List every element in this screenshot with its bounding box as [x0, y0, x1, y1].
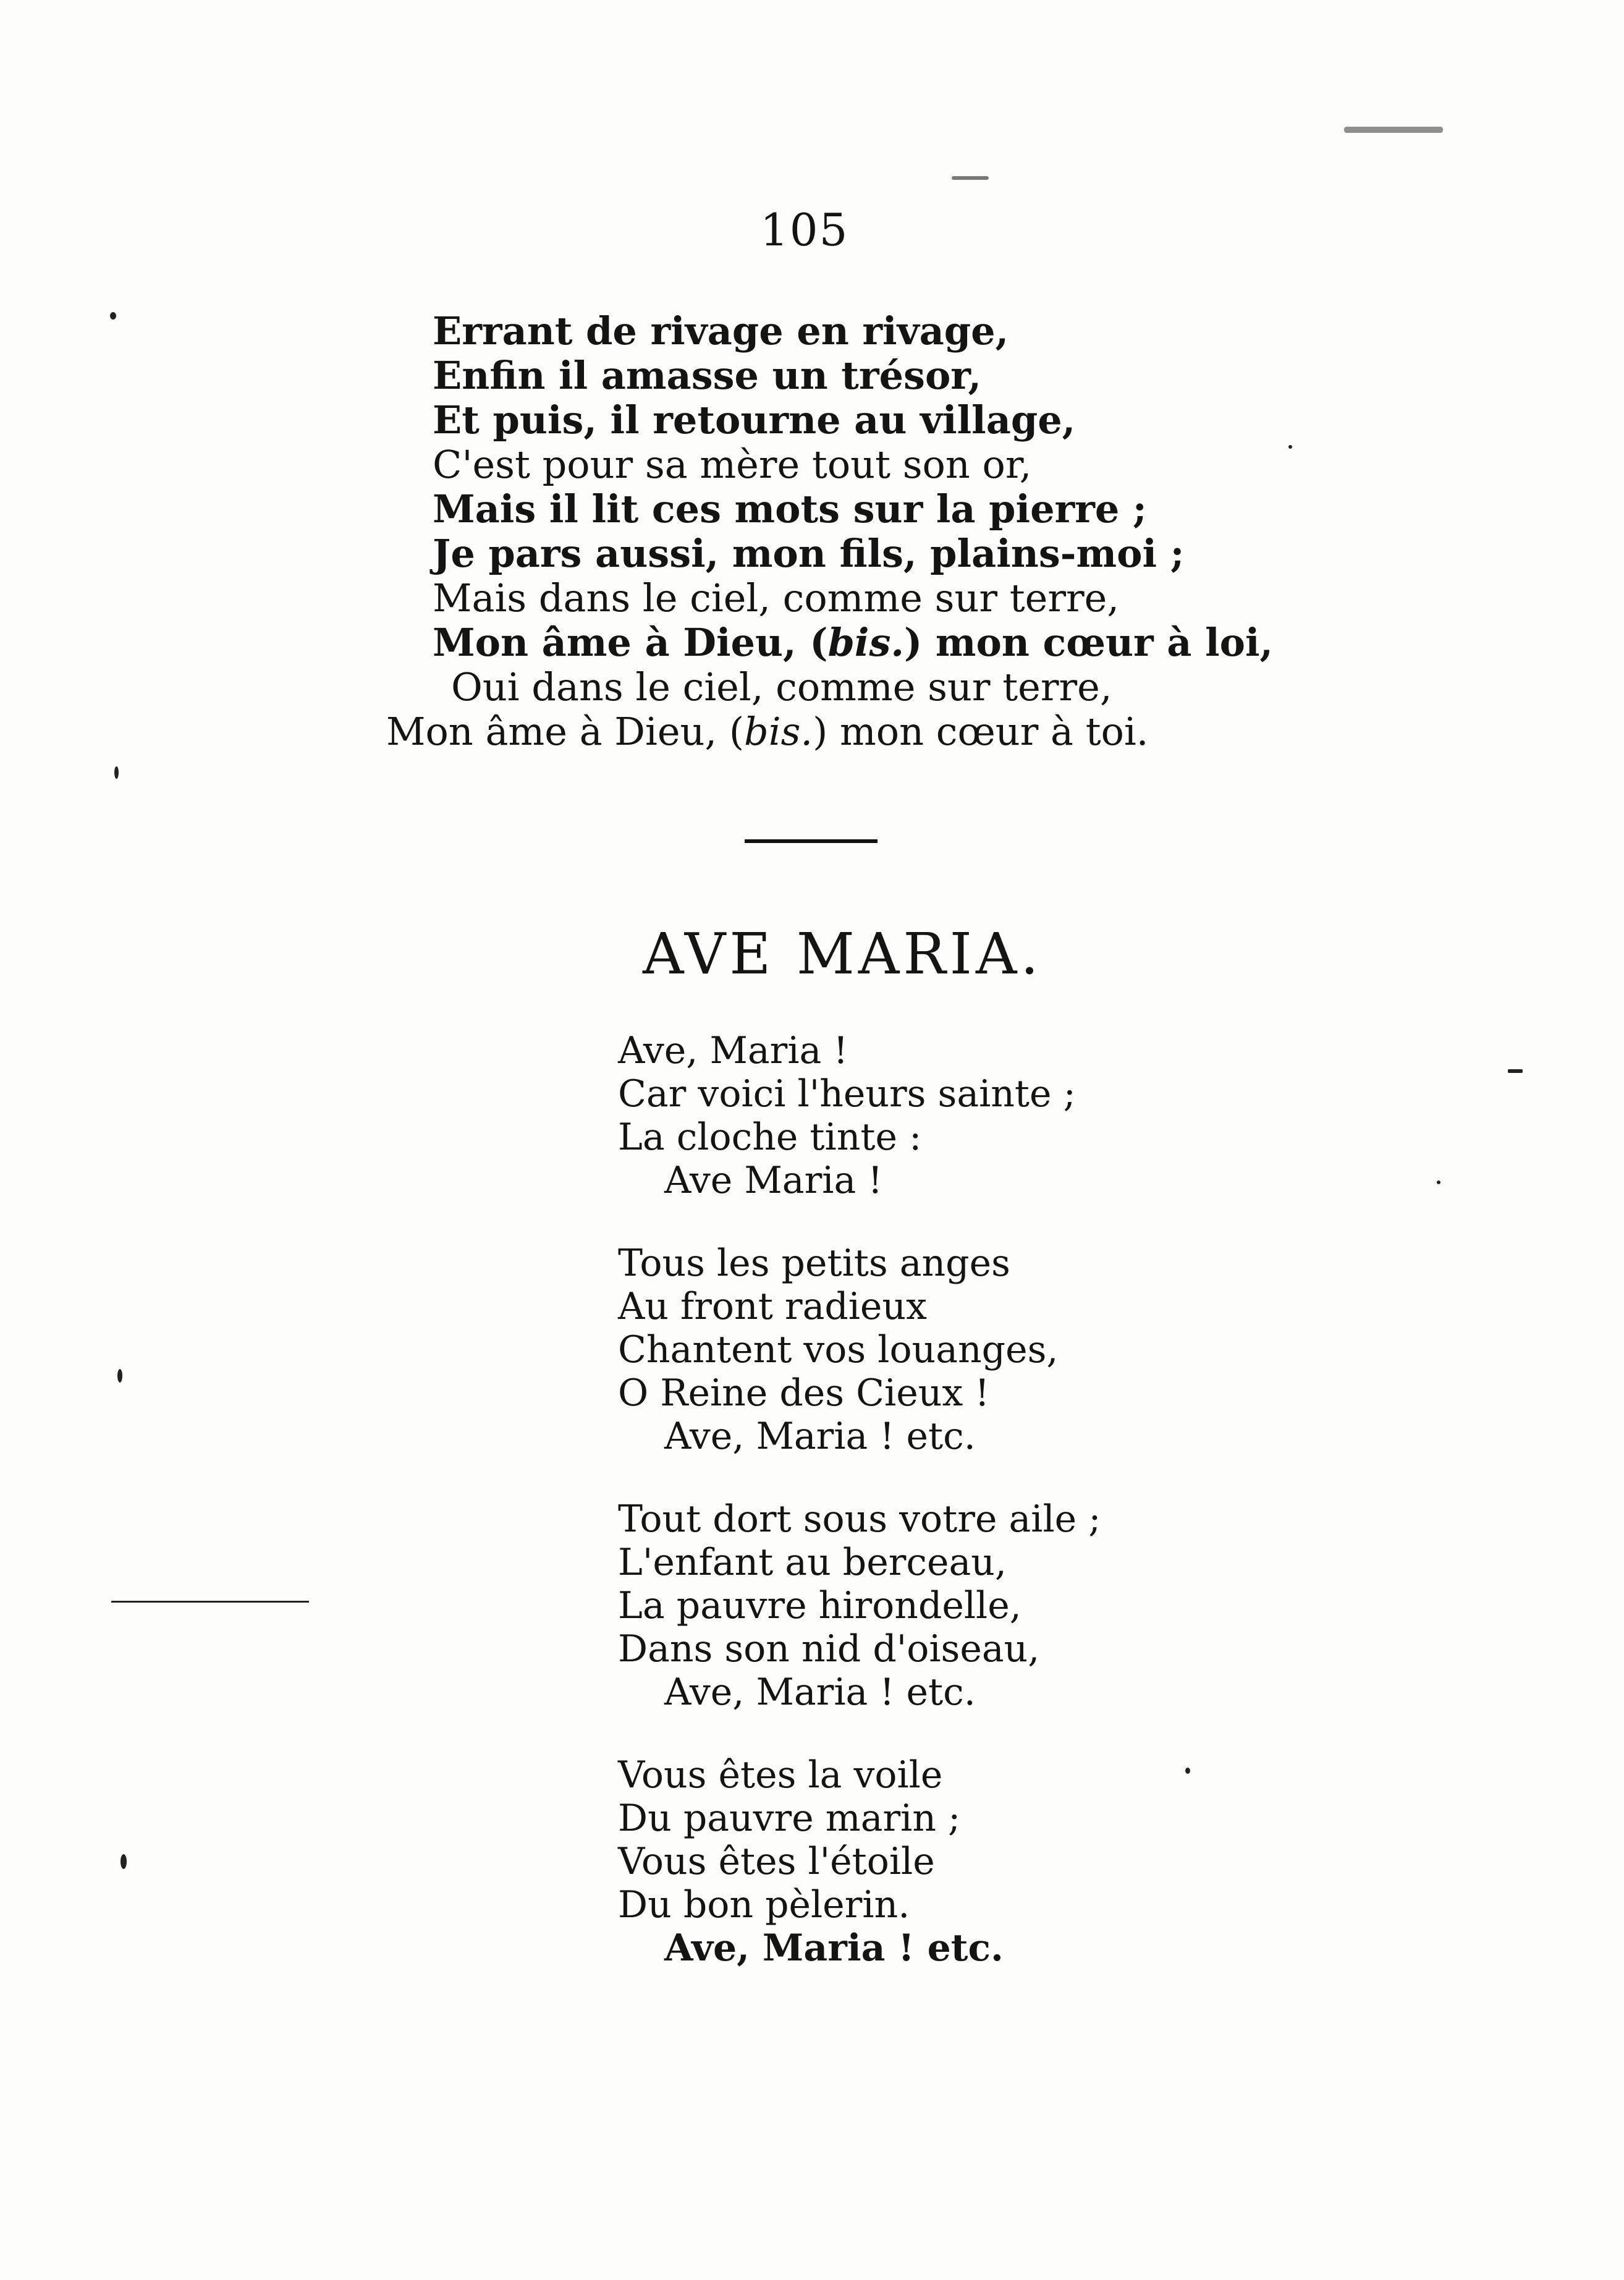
verse-line: Oui dans le ciel, comme sur terre, — [451, 664, 1112, 710]
verse-line: La pauvre hirondelle, — [618, 1584, 1021, 1627]
scan-speck — [121, 1854, 127, 1869]
verse-text: ) mon cœur à loi, — [903, 620, 1274, 665]
verse-line — [433, 621, 1360, 665]
verse-line: Ave, Maria ! — [618, 1029, 848, 1072]
verse-text: Mon âme à Dieu, ( — [386, 709, 745, 754]
bis-mark: bis. — [827, 620, 904, 665]
verse-line: Vous êtes la voile — [618, 1753, 943, 1797]
verse-line: Chantent vos louanges, — [618, 1328, 1059, 1371]
verse-line: Vous êtes l'étoile — [618, 1840, 935, 1883]
hymn-title: AVE MARIA. — [643, 921, 1042, 987]
verse-line: Du bon pèlerin. — [618, 1883, 910, 1926]
refrain-line: Ave Maria ! — [664, 1159, 883, 1202]
page-number: 105 — [760, 204, 849, 256]
verse-line: Mais dans le ciel, comme sur terre, — [433, 575, 1120, 621]
refrain-line: Ave, Maria ! etc. — [664, 1671, 976, 1714]
refrain-line: Ave, Maria ! etc. — [664, 1415, 976, 1458]
scan-speck — [952, 176, 989, 180]
top-stanza — [386, 308, 1360, 754]
margin-rule — [111, 1601, 309, 1603]
verse-line: O Reine des Cieux ! — [618, 1371, 990, 1415]
verse-line: La cloche tinte : — [618, 1116, 922, 1159]
bis-mark: bis. — [744, 709, 813, 754]
verse-line: Enfin il amasse un trésor, — [433, 353, 982, 398]
verse-line: L'enfant au berceau, — [618, 1541, 1007, 1584]
verse-line: C'est pour sa mère tout son or, — [433, 442, 1032, 487]
refrain-line: Ave, Maria ! etc. — [664, 1926, 1004, 1970]
verse-text: ) mon cœur à toi. — [813, 709, 1149, 754]
verse-line: Tous les petits anges — [618, 1242, 1010, 1285]
stanza-gap — [618, 1458, 1360, 1498]
verse-line: Dans son nid d'oiseau, — [618, 1627, 1040, 1671]
scan-speck — [110, 312, 116, 320]
verse-line: Errant de rivage en rivage, — [433, 308, 1009, 354]
verse-line: Au front radieux — [618, 1285, 927, 1328]
scan-speck — [1508, 1069, 1523, 1073]
scan-speck — [1437, 1180, 1440, 1184]
verse-text: Mon âme à Dieu, ( — [433, 620, 828, 665]
verse-line: Tout dort sous votre aile ; — [618, 1498, 1101, 1541]
stanza-gap — [618, 1714, 1360, 1753]
hymn-body — [618, 1029, 1360, 1970]
section-divider — [745, 839, 878, 843]
verse-line: Et puis, il retourne au village, — [433, 397, 1076, 443]
verse-line: Du pauvre marin ; — [618, 1797, 961, 1840]
scan-speck — [114, 766, 119, 779]
verse-line: Je pars aussi, mon fils, plains-moi ; — [433, 531, 1185, 576]
verse-line: Mais il lit ces mots sur la pierre ; — [433, 486, 1147, 532]
verse-line — [386, 710, 1360, 754]
verse-line: Car voici l'heurs sainte ; — [618, 1072, 1076, 1116]
scan-speck — [117, 1369, 122, 1383]
stanza-gap — [618, 1202, 1360, 1242]
scan-speck — [1344, 127, 1443, 133]
